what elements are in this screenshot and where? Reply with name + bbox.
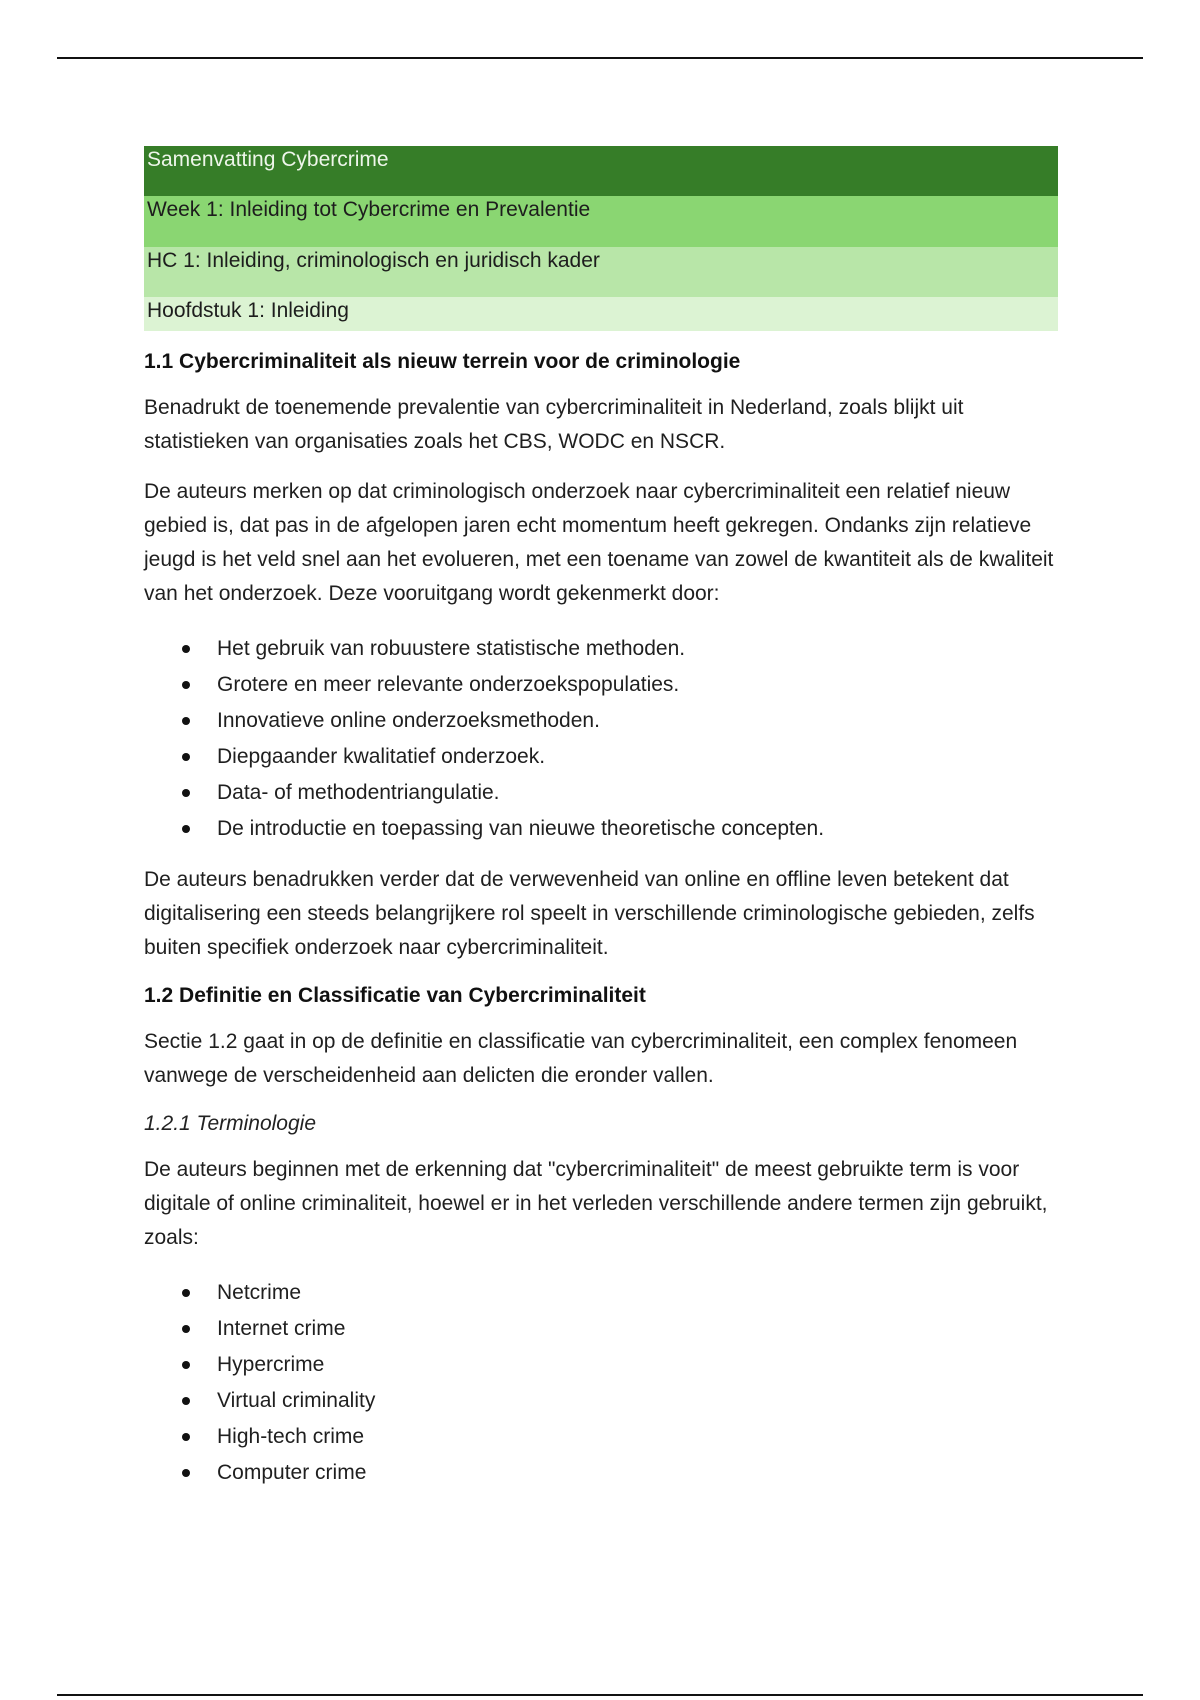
bullet-icon (182, 789, 190, 797)
section-1-1-heading: 1.1 Cybercriminaliteit als nieuw terrein voor de criminologie (144, 350, 741, 373)
terms-list (144, 1275, 1058, 1491)
bullet-icon (182, 825, 190, 833)
bullet-icon (182, 1397, 190, 1405)
section-1-1-paragraph-2: De auteurs merken op dat criminologisch onderzoek naar cybercriminaliteit een relatief nieuw gebied is, dat pas in de afgelopen jaren echt momentum heeft gekregen. Ondanks zijn relatieve jeugd is het veld snel aan het evolueren, met een toename van zowel de kwantiteit als de kwaliteit van het onderzoek. Deze vooruitgang wordt gekenmerkt door: (144, 480, 1054, 605)
list-item: Het gebruik van robuustere statistische methoden. (182, 631, 1058, 667)
methods-list (144, 631, 1058, 847)
section-1-2-paragraph-1: Sectie 1.2 gaat in op de definitie en classificatie van cybercriminaliteit, een complex fenomeen vanwege de verscheidenheid aan delicten die eronder vallen. (144, 1030, 1018, 1087)
bullet-icon (182, 1433, 190, 1441)
bullet-icon (182, 753, 190, 761)
list-item: Diepgaander kwalitatief onderzoek. (182, 739, 1058, 775)
bullet-icon (182, 1325, 190, 1333)
list-item: Internet crime (182, 1311, 1058, 1347)
section-1-1-paragraph-1: Benadrukt de toenemende prevalentie van cybercriminaliteit in Nederland, zoals blijkt uit statistieken van organisaties zoals het CBS, WODC en NSCR. (144, 396, 964, 453)
subsection-1-2-1-heading: 1.2.1 Terminologie (144, 1112, 316, 1135)
chapter-band: Hoofdstuk 1: Inleiding (144, 297, 1058, 331)
list-item: Data- of methodentriangulatie. (182, 775, 1058, 811)
list-item: Netcrime (182, 1275, 1058, 1311)
list-item: Computer crime (182, 1455, 1058, 1491)
bullet-icon (182, 1289, 190, 1297)
section-1-2-paragraph-2: De auteurs beginnen met de erkenning dat "cybercriminaliteit" de meest gebruikte term is voor digitale of online criminaliteit, hoewel er in het verleden verschillende andere termen zijn gebruikt, zoals: (144, 1158, 1048, 1249)
list-item: De introductie en toepassing van nieuwe theoretische concepten. (182, 811, 1058, 847)
section-1-2-heading: 1.2 Definitie en Classificatie van Cybercriminaliteit (144, 984, 646, 1007)
list-item: Virtual criminality (182, 1383, 1058, 1419)
bullet-icon (182, 681, 190, 689)
bullet-icon (182, 717, 190, 725)
bullet-icon (182, 1469, 190, 1477)
list-item: Grotere en meer relevante onderzoekspopulaties. (182, 667, 1058, 703)
bottom-rule (57, 1694, 1143, 1696)
title-band: Samenvatting Cybercrime (144, 146, 1058, 196)
document-body (144, 146, 1058, 1491)
top-rule (57, 57, 1143, 59)
lecture-band: HC 1: Inleiding, criminologisch en juridisch kader (144, 247, 1058, 297)
list-item: Hypercrime (182, 1347, 1058, 1383)
section-1-1-paragraph-3: De auteurs benadrukken verder dat de verwevenheid van online en offline leven betekent dat digitalisering een steeds belangrijkere rol speelt in verschillende criminologische gebieden, zelfs buiten specifiek onderzoek naar cybercriminaliteit. (144, 868, 1035, 959)
bullet-icon (182, 1361, 190, 1369)
list-item: Innovatieve online onderzoeksmethoden. (182, 703, 1058, 739)
bullet-icon (182, 645, 190, 653)
list-item: High-tech crime (182, 1419, 1058, 1455)
week-band: Week 1: Inleiding tot Cybercrime en Prevalentie (144, 196, 1058, 247)
